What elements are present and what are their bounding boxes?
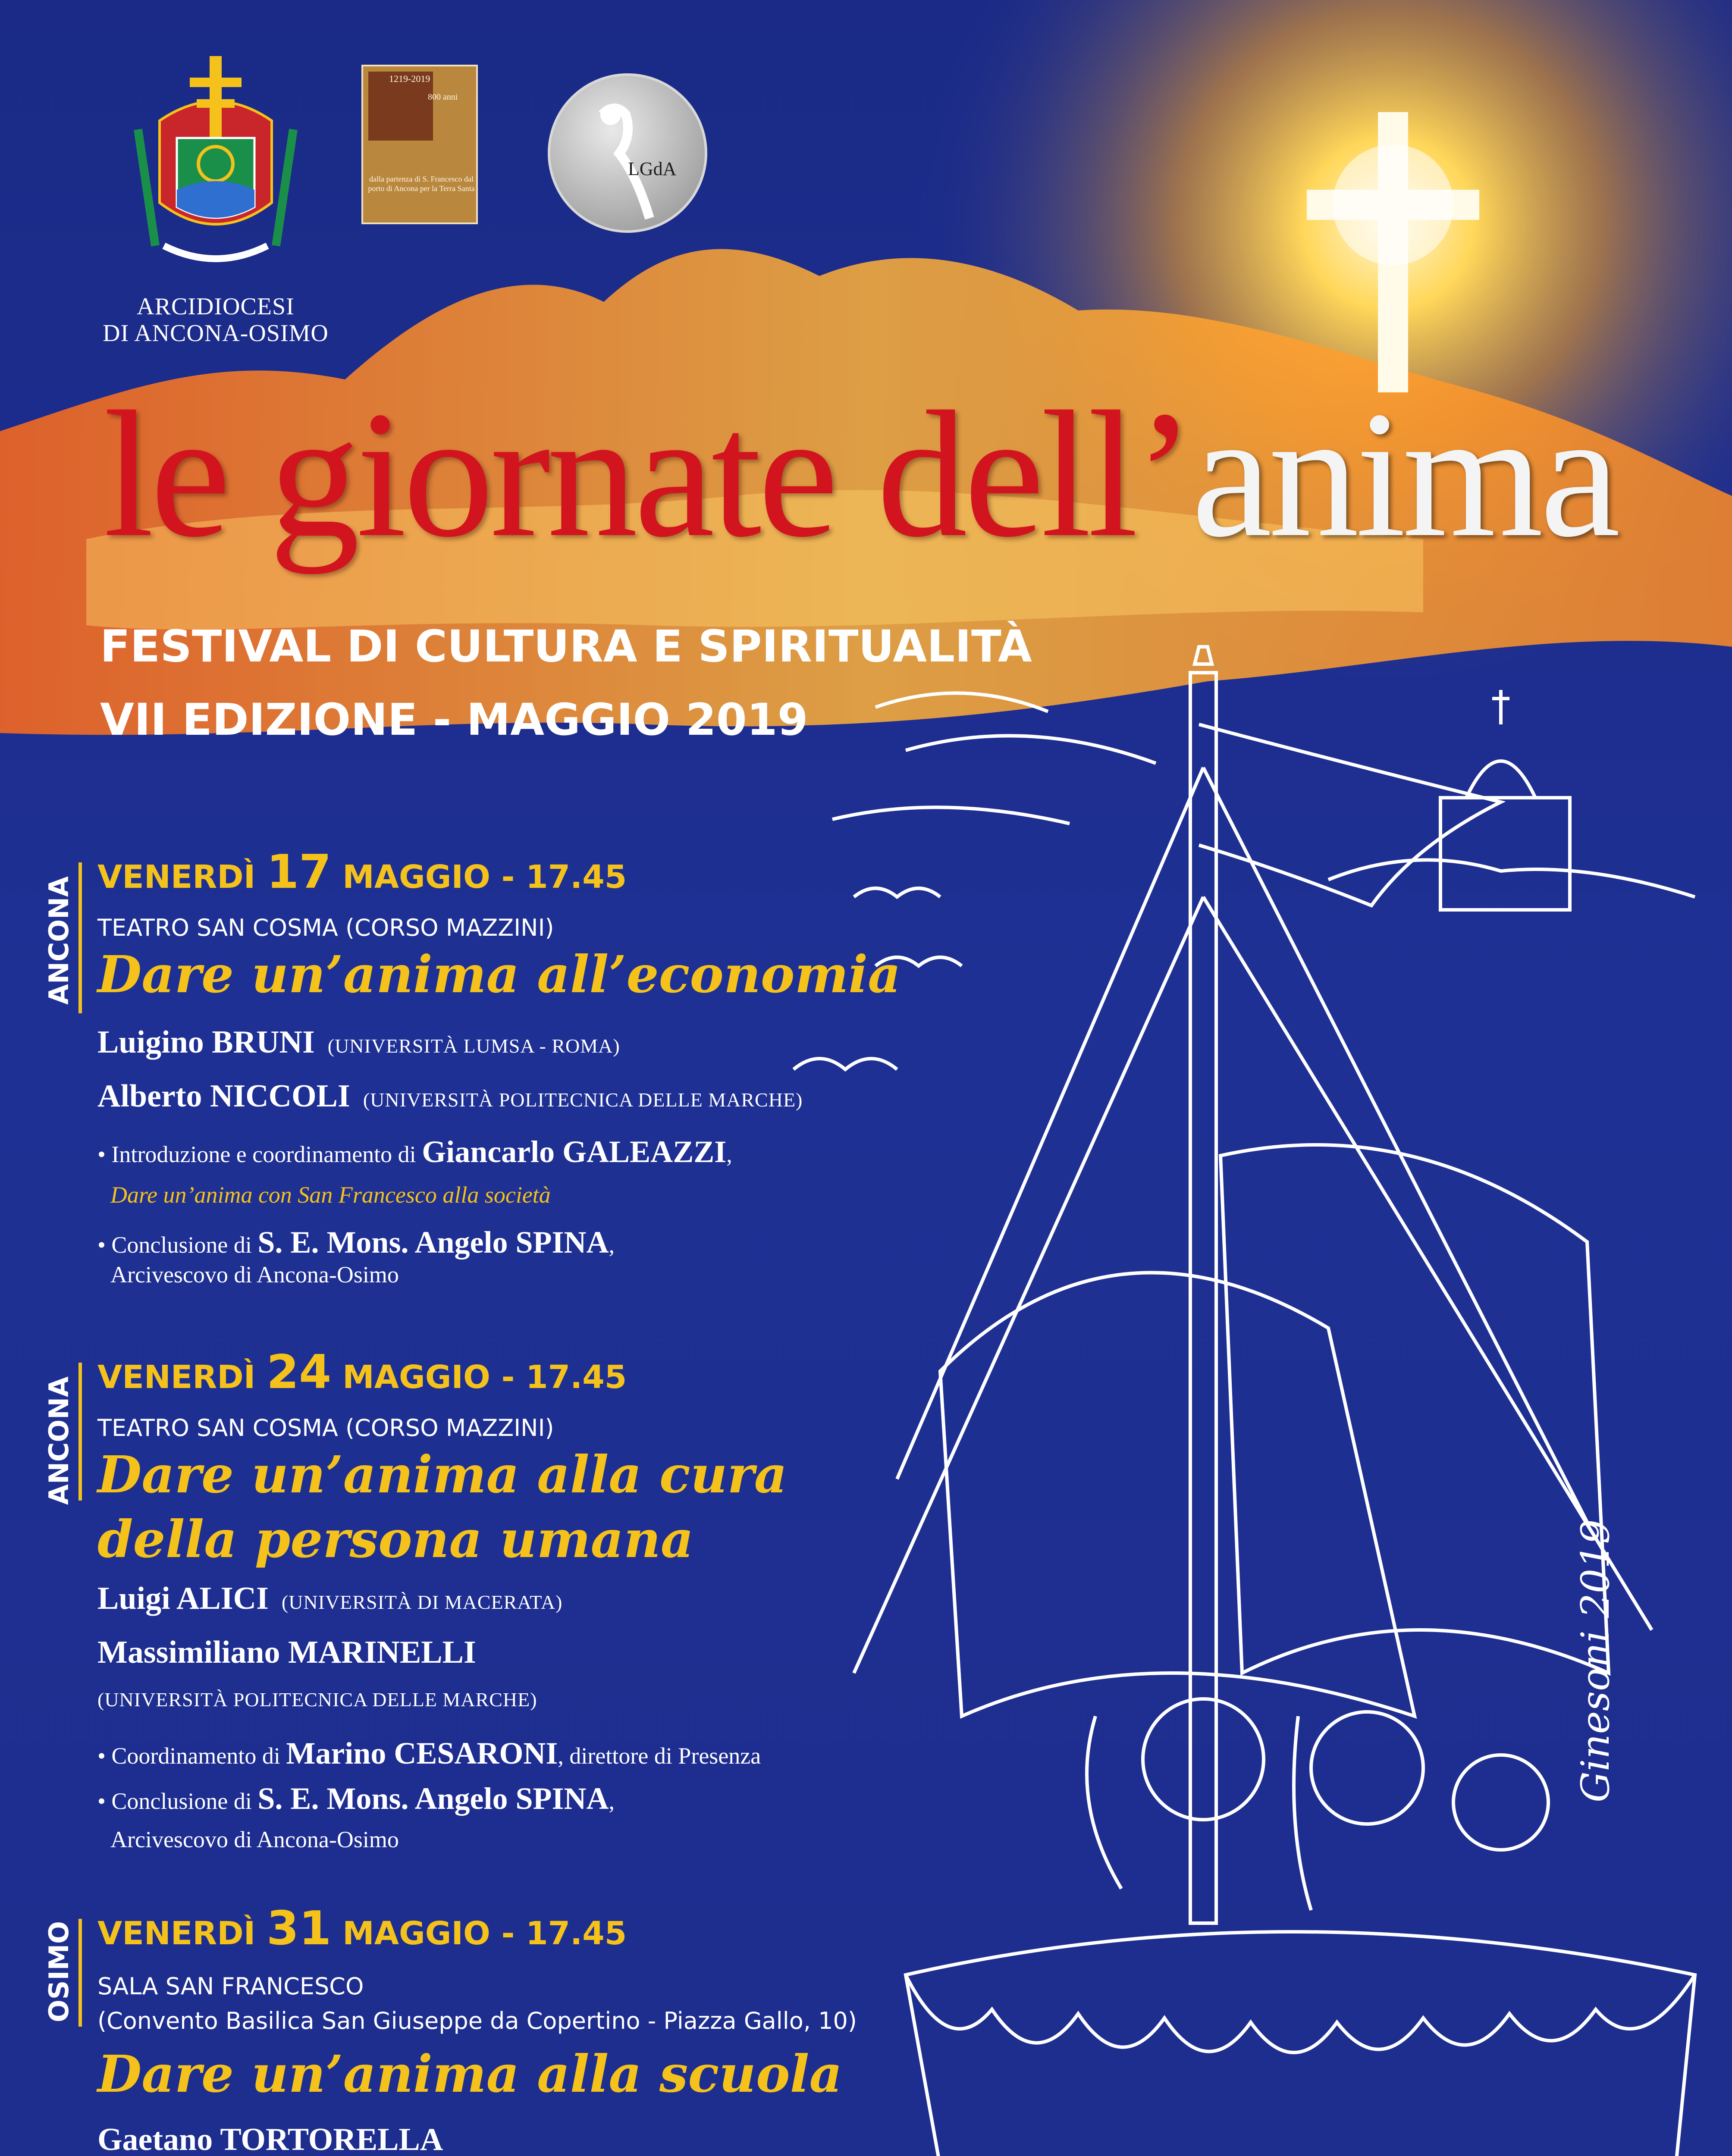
event2-date-suffix: MAGGIO - 17.45 [331,1359,627,1396]
event3-venue2: (Convento Basilica San Giuseppe da Copertino - Piazza Gallo, 10) [97,2007,857,2034]
event3-date [97,1902,627,1955]
event2-note1 [97,1736,761,1771]
event2-speaker2 [97,1634,476,1671]
event1-note2-suffix: , [609,1232,615,1258]
event1-note2-name: S. E. Mons. Angelo SPINA [257,1225,609,1260]
book-years: 1219-2019 [389,73,430,84]
event1-note1-prefix: • Introduzione e coordinamento di [97,1141,422,1167]
artist-signature: Ginesoni 2019 [1573,1519,1618,1802]
event1-date-suffix: MAGGIO - 17.45 [331,859,627,896]
book-caption: dalla partenza di S. Francesco dal porto di Ancona per la Terra Santa [368,175,475,193]
lgda-logo [548,73,707,233]
event2-date-prefix: VENERDÌ [97,1359,267,1396]
event3-speaker1-name: Gaetano TORTORELLA [97,2122,443,2156]
event2-venue: TEATRO SAN COSMA (CORSO MAZZINI) [97,1414,554,1442]
event1-note1-sub: Dare un’anima con San Francesco alla società [110,1182,551,1208]
event2-speaker1 [97,1580,562,1617]
event3-venue: SALA SAN FRANCESCO [97,1973,364,2000]
event1-note2-prefix: • Conclusione di [97,1232,258,1258]
event1-note1-name: Giancarlo GALEAZZI [422,1134,727,1169]
festival-title [104,374,1617,574]
event1-date-num: 17 [267,845,332,899]
event3-title: Dare un’anima alla scuola [97,2044,842,2104]
event1-speaker2-name: Alberto NICCOLI [97,1078,350,1114]
event2-note2-suffix: , [609,1788,615,1814]
event1-speaker2-affil: (UNIVERSITÀ POLITECNICA DELLE MARCHE) [363,1089,803,1111]
event1-place-label: ANCONA [43,876,75,1005]
event2-side-bar [78,1363,82,1501]
event1-title: Dare un’anima all’economia [97,944,901,1004]
event1-speaker1 [97,1024,620,1061]
event1-note2-sub: Arcivescovo di Ancona-Osimo [110,1262,399,1288]
diocese-caption-line1: ARCIDIOCESI [137,293,295,320]
diocese-caption [78,293,354,347]
event3-date-prefix: VENERDÌ [97,1915,267,1952]
event3-date-num: 31 [267,1902,332,1955]
event2-note1-suffix: , direttore di Presenza [558,1743,761,1769]
event3-place-label: OSIMO [43,1921,75,2022]
event2-date-num: 24 [267,1345,332,1399]
event2-speaker1-affil: (UNIVERSITÀ DI MACERATA) [281,1591,563,1613]
event1-venue: TEATRO SAN COSMA (CORSO MAZZINI) [97,914,554,941]
coat-of-arms-icon [112,43,319,285]
event2-speaker2-affil: (UNIVERSITÀ POLITECNICA DELLE MARCHE) [97,1689,537,1711]
event1-speaker1-affil: (UNIVERSITÀ LUMSA - ROMA) [327,1035,620,1057]
event1-side-bar [78,862,82,1013]
event1-date [97,845,627,899]
event3-speaker1 [97,2122,443,2156]
event2-note2-sub: Arcivescovo di Ancona-Osimo [110,1827,399,1852]
book-subtitle: 800 anni [428,92,458,102]
event2-date [97,1345,627,1399]
event2-speaker2-name: Massimiliano MARINELLI [97,1635,476,1670]
event2-place-label: ANCONA [43,1376,75,1505]
book-cover-logo [361,65,478,224]
ship-illustration [768,638,1716,2156]
festival-subtitle: FESTIVAL DI CULTURA E SPIRITUALITÀ [100,621,1032,672]
event2-note1-name: Marino CESARONI [286,1736,558,1771]
event3-side-bar [78,1919,82,2027]
event1-note1-suffix: , [726,1141,732,1167]
event2-speaker1-name: Luigi ALICI [97,1581,269,1616]
event1-speaker2 [97,1078,803,1115]
church-sketch-icon [1328,690,1695,910]
event1-note2 [97,1225,615,1260]
event1-date-prefix: VENERDÌ [97,859,267,896]
event2-note1-prefix: • Coordinamento di [97,1743,286,1769]
lgda-label: LGdA [628,158,677,179]
event1-speaker1-name: Luigino BRUNI [97,1025,315,1060]
event2-note2 [97,1781,615,1817]
event2-title-line2: della persona umana [97,1509,694,1569]
event2-note2-prefix: • Conclusione di [97,1788,258,1814]
title-anima-part: anima [1191,374,1617,574]
event2-note2-name: S. E. Mons. Angelo SPINA [257,1781,609,1816]
peacock-icon [550,76,706,231]
festival-edition: VII EDIZIONE - MAGGIO 2019 [100,694,808,746]
diocese-caption-line2: DI ANCONA-OSIMO [103,320,329,347]
event1-note1 [97,1134,732,1170]
diocese-logo [112,43,319,285]
title-red-part: le giornate dell’ [104,374,1192,574]
event2-title-line1: Dare un’anima alla cura [97,1445,788,1504]
event3-date-suffix: MAGGIO - 17.45 [331,1915,627,1952]
